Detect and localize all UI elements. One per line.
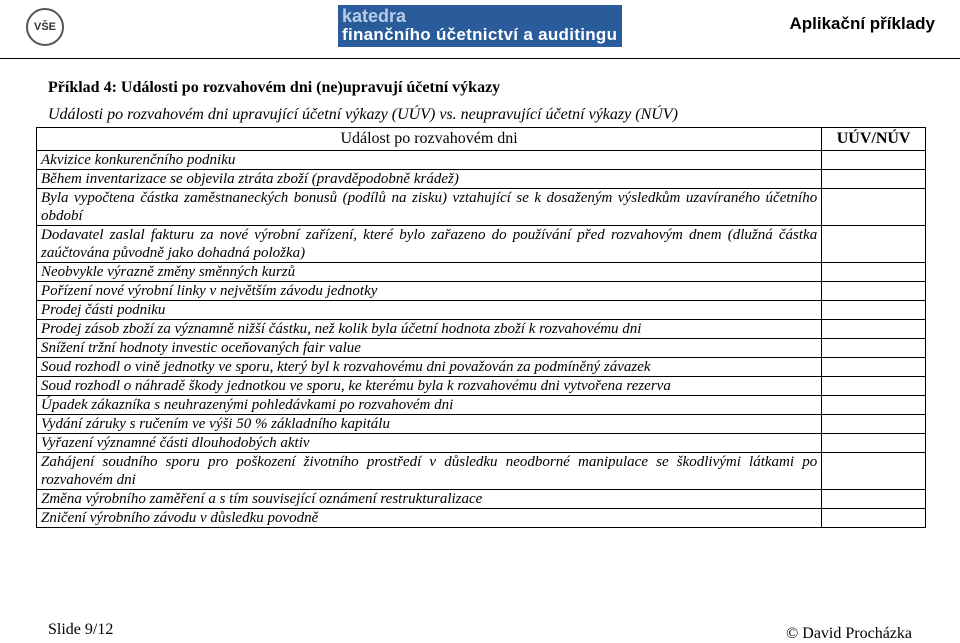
answer-cell[interactable] — [822, 377, 926, 396]
table-row — [37, 282, 926, 301]
table-row — [37, 151, 926, 170]
table-row — [37, 509, 926, 528]
table-row — [37, 320, 926, 339]
table-row — [37, 301, 926, 320]
answer-cell[interactable] — [822, 396, 926, 415]
event-cell: Soud rozhodl o vině jednotky ve sporu, který byl k rozvahovému dni považován za podmíněný závazek — [37, 358, 822, 377]
answer-cell[interactable] — [822, 226, 926, 263]
table-header-row — [37, 128, 926, 151]
event-column-header: Událost po rozvahovém dni — [37, 128, 822, 151]
author-credit: © David Procházka — [786, 625, 912, 642]
example-heading — [48, 79, 500, 97]
event-cell: Pořízení nové výrobní linky v největším závodu jednotky — [37, 282, 822, 301]
answer-cell[interactable] — [822, 189, 926, 226]
table-row — [37, 453, 926, 490]
slide-number: Slide 9/12 — [48, 621, 114, 638]
event-cell: Byla vypočtena částka zaměstnaneckých bonusů (podílů na zisku) vztahující se k dosaženým výsledkům uzavíraného účetního období — [37, 189, 822, 226]
table-row — [37, 263, 926, 282]
example-subheading: Události po rozvahovém dni upravující účetní výkazy (UÚV) vs. neupravující účetní výkazy (NÚV) — [48, 106, 678, 123]
example-number: Příklad 4: — [48, 79, 117, 96]
table-row — [37, 434, 926, 453]
table-row — [37, 490, 926, 509]
answer-cell[interactable] — [822, 320, 926, 339]
section-title: Aplikační příklady — [789, 14, 935, 33]
event-cell: Zničení výrobního závodu v důsledku povodně — [37, 509, 822, 528]
event-cell: Dodavatel zaslal fakturu za nové výrobní zařízení, které bylo zařazeno do používání před rozvahovým dnem (dlužná částka zaúčtována původně jako dohadná položka) — [37, 226, 822, 263]
answer-cell[interactable] — [822, 339, 926, 358]
answer-cell[interactable] — [822, 509, 926, 528]
department-banner — [338, 5, 622, 47]
event-cell: Snížení tržní hodnoty investic oceňovaných fair value — [37, 339, 822, 358]
event-cell: Akvizice konkurenčního podniku — [37, 151, 822, 170]
answer-cell[interactable] — [822, 358, 926, 377]
answer-cell[interactable] — [822, 170, 926, 189]
event-cell: Změna výrobního zaměření a s tím související oznámení restrukturalizace — [37, 490, 822, 509]
answer-cell[interactable] — [822, 301, 926, 320]
table-row — [37, 358, 926, 377]
event-cell: Úpadek zákazníka s neuhrazenými pohledávkami po rozvahovém dni — [37, 396, 822, 415]
event-cell: Prodej části podniku — [37, 301, 822, 320]
event-cell: Neobvykle výrazně změny směnných kurzů — [37, 263, 822, 282]
event-cell: Zahájení soudního sporu pro poškození životního prostředí v důsledku neodborné manipulace se škodlivými látkami po rozvahovém dni — [37, 453, 822, 490]
answer-cell[interactable] — [822, 151, 926, 170]
answer-cell[interactable] — [822, 490, 926, 509]
example-title: Události po rozvahovém dni (ne)upravují účetní výkazy — [120, 79, 501, 96]
table-row — [37, 396, 926, 415]
table-row — [37, 415, 926, 434]
answer-cell[interactable] — [822, 263, 926, 282]
answer-cell[interactable] — [822, 282, 926, 301]
event-cell: Vydání záruky s ručením ve výši 50 % základního kapitálu — [37, 415, 822, 434]
table-row — [37, 170, 926, 189]
table-row — [37, 189, 926, 226]
table-row — [37, 377, 926, 396]
banner-line1: katedra — [342, 6, 407, 26]
table-row — [37, 339, 926, 358]
event-cell: Vyřazení významné části dlouhodobých aktiv — [37, 434, 822, 453]
answer-cell[interactable] — [822, 415, 926, 434]
event-cell: Prodej zásob zboží za významně nižší částku, než kolik byla účetní hodnota zboží k rozvahovému dni — [37, 320, 822, 339]
answer-cell[interactable] — [822, 453, 926, 490]
table-row — [37, 226, 926, 263]
event-cell: Soud rozhodl o náhradě škody jednotkou ve sporu, ke kterému byla k rozvahovému dni vytvořena rezerva — [37, 377, 822, 396]
header-divider — [0, 58, 960, 59]
banner-line2: finančního účetnictví a auditingu — [342, 25, 618, 44]
vse-logo: VŠE — [26, 8, 64, 46]
type-column-header: UÚV/NÚV — [822, 128, 926, 151]
event-cell: Během inventarizace se objevila ztráta zboží (pravděpodobně krádež) — [37, 170, 822, 189]
answer-cell[interactable] — [822, 434, 926, 453]
events-table — [36, 127, 926, 528]
